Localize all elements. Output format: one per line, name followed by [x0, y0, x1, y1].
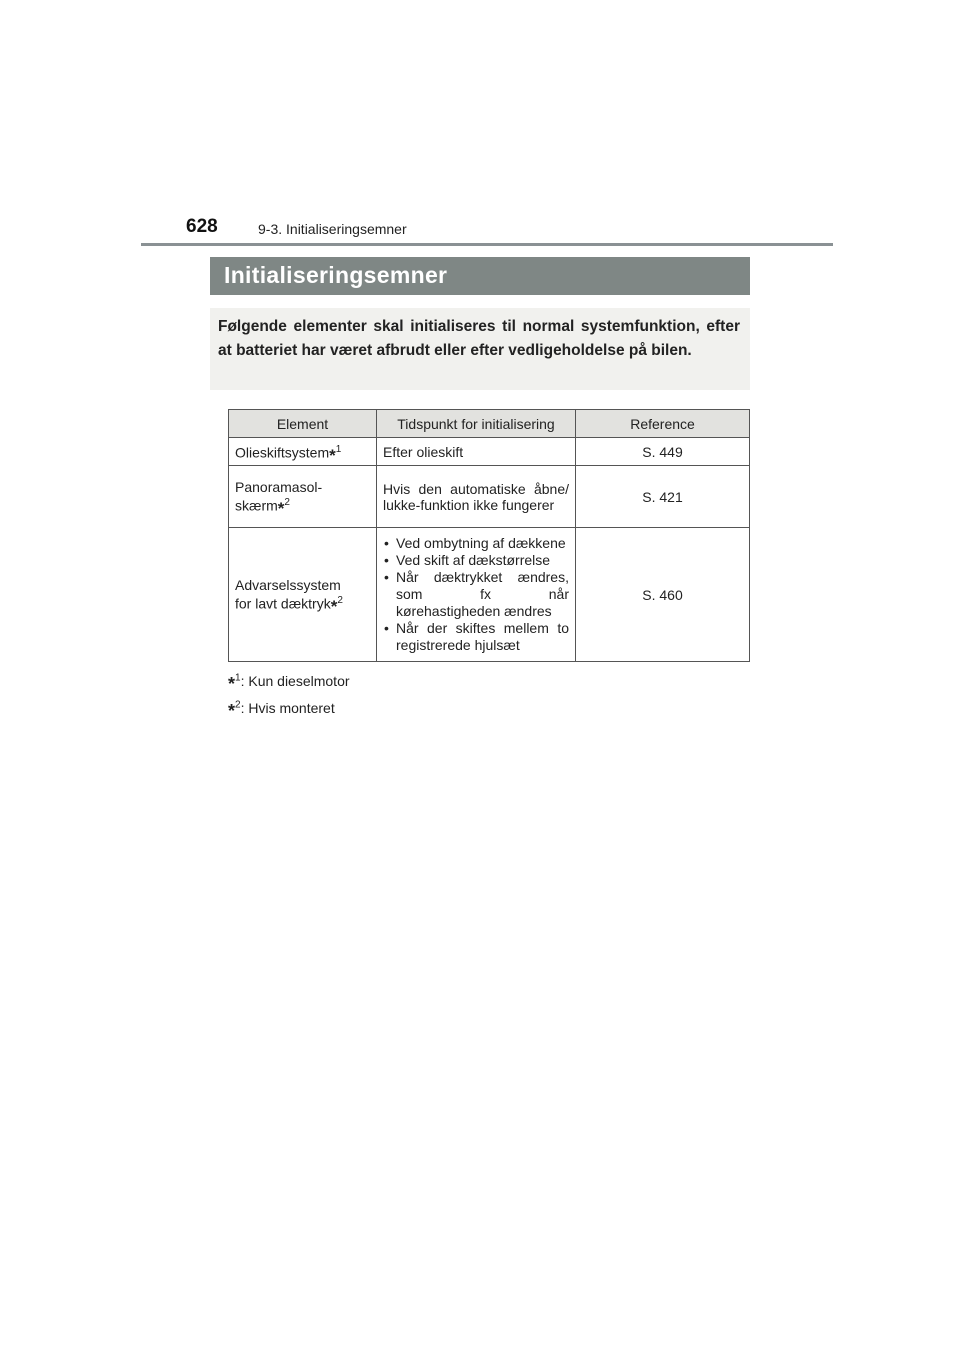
- element-label-line2: for lavt dæktryk: [235, 595, 331, 612]
- element-label-line1: Panoramasol-: [235, 479, 323, 496]
- footnote-mark: 1: [235, 672, 241, 684]
- footnote-2: [228, 697, 335, 721]
- footnote-star-icon: *: [329, 445, 336, 465]
- footnote-star-icon: *: [277, 498, 285, 518]
- footnote-text: : Hvis monteret: [240, 700, 335, 716]
- page-number: 628: [186, 216, 218, 237]
- footnote-mark: 1: [335, 444, 342, 456]
- list-item: • Ved skift af dækstørrelse: [383, 552, 569, 569]
- list-item: • Når der skiftes mellem to registrerede hjulsæt: [383, 620, 569, 654]
- timing-cell: [377, 528, 576, 662]
- footnote-mark: 2: [337, 595, 343, 607]
- footnote-star-icon: *: [330, 596, 338, 616]
- header-divider: [141, 243, 833, 246]
- element-label: Olieskiftsystem: [235, 444, 330, 461]
- intro-text: Følgende elementer skal initialiseres til normal systemfunktion, efter at batteriet har været afbrudt eller efter vedligeholdelse på bilen.: [218, 318, 740, 359]
- section-title: Initialiseringsemner: [224, 262, 448, 288]
- footnote-1: [228, 670, 350, 694]
- list-item: • Ved ombytning af dækkene: [383, 535, 569, 552]
- element-cell: [229, 528, 377, 662]
- intro-box: [210, 308, 750, 390]
- column-header-element: Element: [229, 410, 377, 438]
- element-label-line2: skærm: [235, 497, 278, 514]
- timing-cell: Efter olieskift: [377, 438, 576, 466]
- element-cell: [229, 438, 377, 466]
- table-row: [229, 466, 750, 528]
- column-header-timing: Tidspunkt for initialisering: [377, 410, 576, 438]
- footnote-star-icon: *: [228, 701, 236, 721]
- section-banner: [210, 257, 750, 295]
- reference-cell: S. 449: [576, 438, 750, 466]
- table-row: [229, 438, 750, 466]
- element-label-line1: Advarselssystem: [235, 577, 341, 594]
- breadcrumb: 9-3. Initialiseringsemner: [258, 221, 407, 237]
- list-item: • Når dæktrykket ændres, som fx når kørehastigheden ændres: [383, 569, 569, 620]
- reference-cell: S. 460: [576, 528, 750, 662]
- table-header-row: [229, 410, 750, 438]
- table-row: [229, 528, 750, 662]
- element-cell: [229, 466, 377, 528]
- column-header-reference: Reference: [576, 410, 750, 438]
- footnote-mark: 2: [235, 699, 241, 711]
- reference-cell: S. 421: [576, 466, 750, 528]
- footnote-text: : Kun dieselmotor: [240, 673, 350, 689]
- initialization-table: [228, 409, 750, 662]
- timing-bullet-list: [383, 535, 569, 654]
- footnote-star-icon: *: [228, 674, 236, 694]
- timing-cell: Hvis den automatiske åbne/ lukke-funktion ikke fungerer: [377, 466, 576, 528]
- footnote-mark: 2: [284, 497, 290, 509]
